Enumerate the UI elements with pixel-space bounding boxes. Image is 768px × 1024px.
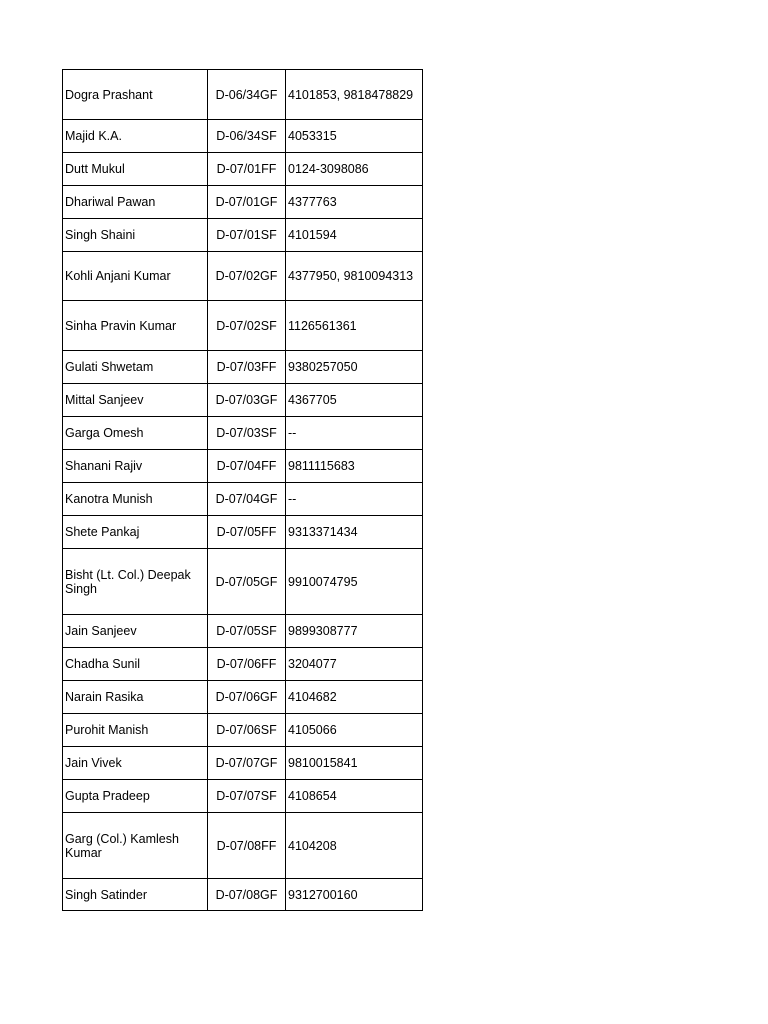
unit-number-cell: D-07/03FF — [208, 351, 286, 384]
phone-number-cell: 4101594 — [286, 219, 423, 252]
table-body — [63, 70, 423, 911]
unit-number-cell: D-07/08GF — [208, 879, 286, 911]
unit-number-cell: D-07/05SF — [208, 615, 286, 648]
resident-name-cell: Mittal Sanjeev — [63, 384, 208, 417]
unit-number-cell: D-07/06SF — [208, 714, 286, 747]
phone-number-cell: 9313371434 — [286, 516, 423, 549]
table-row — [63, 780, 423, 813]
resident-name-cell: Jain Sanjeev — [63, 615, 208, 648]
phone-number-cell: 3204077 — [286, 648, 423, 681]
phone-number-cell: 4053315 — [286, 120, 423, 153]
resident-directory-table — [62, 69, 423, 911]
table-row — [63, 747, 423, 780]
table-row — [63, 615, 423, 648]
resident-name-cell: Singh Satinder — [63, 879, 208, 911]
table-row — [63, 153, 423, 186]
table-row — [63, 384, 423, 417]
resident-name-cell: Shete Pankaj — [63, 516, 208, 549]
table-row — [63, 714, 423, 747]
unit-number-cell: D-07/05FF — [208, 516, 286, 549]
unit-number-cell: D-07/04FF — [208, 450, 286, 483]
resident-name-cell: Dutt Mukul — [63, 153, 208, 186]
phone-number-cell: 9899308777 — [286, 615, 423, 648]
resident-name-cell: Kohli Anjani Kumar — [63, 252, 208, 301]
resident-name-cell: Dogra Prashant — [63, 70, 208, 120]
unit-number-cell: D-07/06FF — [208, 648, 286, 681]
phone-number-cell: 4105066 — [286, 714, 423, 747]
resident-name-cell: Kanotra Munish — [63, 483, 208, 516]
phone-number-cell: 1126561361 — [286, 301, 423, 351]
table-row — [63, 120, 423, 153]
resident-name-cell: Sinha Pravin Kumar — [63, 301, 208, 351]
unit-number-cell: D-07/01SF — [208, 219, 286, 252]
unit-number-cell: D-06/34GF — [208, 70, 286, 120]
resident-name-cell: Singh Shaini — [63, 219, 208, 252]
table-row — [63, 70, 423, 120]
table-row — [63, 186, 423, 219]
unit-number-cell: D-07/01GF — [208, 186, 286, 219]
phone-number-cell: 9380257050 — [286, 351, 423, 384]
table-row — [63, 351, 423, 384]
unit-number-cell: D-07/07SF — [208, 780, 286, 813]
phone-number-cell: -- — [286, 483, 423, 516]
resident-name-cell: Majid K.A. — [63, 120, 208, 153]
table-row — [63, 252, 423, 301]
resident-name-cell: Shanani Rajiv — [63, 450, 208, 483]
table-row — [63, 219, 423, 252]
unit-number-cell: D-06/34SF — [208, 120, 286, 153]
unit-number-cell: D-07/03SF — [208, 417, 286, 450]
resident-name-cell: Bisht (Lt. Col.) Deepak Singh — [63, 549, 208, 615]
phone-number-cell: 4104682 — [286, 681, 423, 714]
resident-name-cell: Jain Vivek — [63, 747, 208, 780]
resident-name-cell: Dhariwal Pawan — [63, 186, 208, 219]
unit-number-cell: D-07/08FF — [208, 813, 286, 879]
phone-number-cell: 4104208 — [286, 813, 423, 879]
table-row — [63, 681, 423, 714]
resident-name-cell: Purohit Manish — [63, 714, 208, 747]
unit-number-cell: D-07/02SF — [208, 301, 286, 351]
table-row — [63, 549, 423, 615]
phone-number-cell: 4101853, 9818478829 — [286, 70, 423, 120]
table-row — [63, 879, 423, 911]
unit-number-cell: D-07/02GF — [208, 252, 286, 301]
unit-number-cell: D-07/01FF — [208, 153, 286, 186]
phone-number-cell: 4108654 — [286, 780, 423, 813]
unit-number-cell: D-07/05GF — [208, 549, 286, 615]
phone-number-cell: 9811115683 — [286, 450, 423, 483]
resident-name-cell: Gupta Pradeep — [63, 780, 208, 813]
phone-number-cell: 9910074795 — [286, 549, 423, 615]
table-row — [63, 450, 423, 483]
unit-number-cell: D-07/07GF — [208, 747, 286, 780]
phone-number-cell: 0124-3098086 — [286, 153, 423, 186]
phone-number-cell: 4377950, 9810094313 — [286, 252, 423, 301]
phone-number-cell: 4367705 — [286, 384, 423, 417]
table-row — [63, 301, 423, 351]
table-row — [63, 483, 423, 516]
resident-name-cell: Garg (Col.) Kamlesh Kumar — [63, 813, 208, 879]
phone-number-cell: -- — [286, 417, 423, 450]
table-row — [63, 813, 423, 879]
resident-name-cell: Garga Omesh — [63, 417, 208, 450]
phone-number-cell: 9810015841 — [286, 747, 423, 780]
table-row — [63, 417, 423, 450]
resident-name-cell: Chadha Sunil — [63, 648, 208, 681]
resident-name-cell: Gulati Shwetam — [63, 351, 208, 384]
table-row — [63, 648, 423, 681]
table-row — [63, 516, 423, 549]
unit-number-cell: D-07/03GF — [208, 384, 286, 417]
phone-number-cell: 4377763 — [286, 186, 423, 219]
unit-number-cell: D-07/06GF — [208, 681, 286, 714]
unit-number-cell: D-07/04GF — [208, 483, 286, 516]
resident-name-cell: Narain Rasika — [63, 681, 208, 714]
phone-number-cell: 9312700160 — [286, 879, 423, 911]
